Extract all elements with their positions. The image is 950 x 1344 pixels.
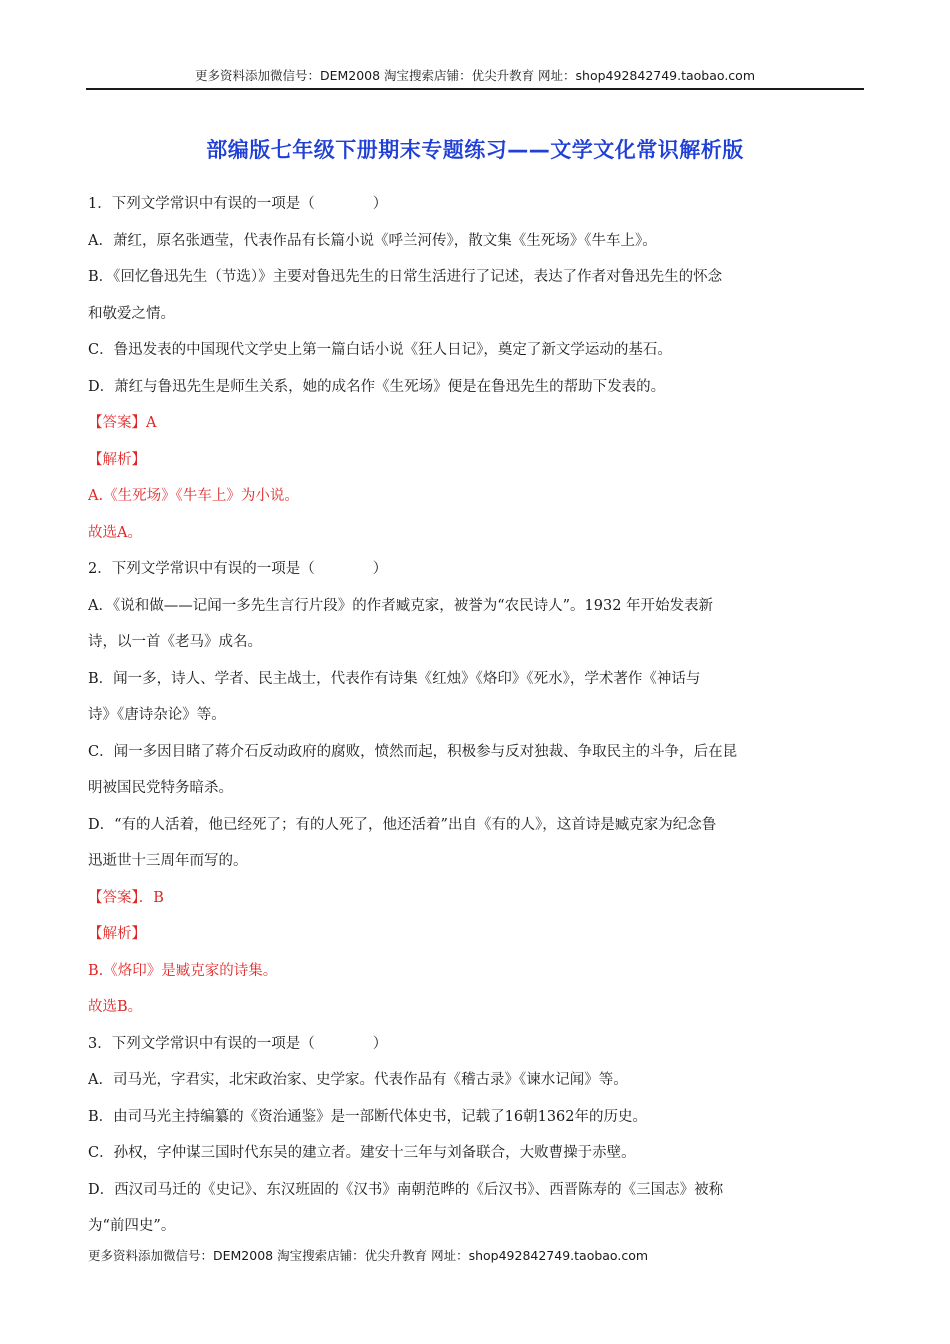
answer-line: 故选A。 (88, 524, 142, 541)
page-footer (88, 1246, 648, 1264)
text-line: C．闻一多因目睹了蒋介石反动政府的腐败，愤然而起，积极参与反对独裁、争取民主的斗争，后在昆 (88, 743, 738, 760)
text-line: B．由司马光主持编纂的《资治通鉴》是一部断代体史书，记载了16朝1362年的历史。 (88, 1108, 648, 1125)
text-line: A．萧红，原名张迺莹，代表作品有长篇小说《呼兰河传》，散文集《生死场》《牛车上》。 (88, 232, 657, 249)
answer-line: 【答案】．B (88, 889, 164, 906)
answer-line: 【解析】 (88, 451, 146, 468)
text-line: D．萧红与鲁迅先生是师生关系，她的成名作《生死场》便是在鲁迅先生的帮助下发表的。 (88, 378, 666, 395)
text-line: B．闻一多，诗人、学者、民主战士，代表作有诗集《红烛》《烙印》《死水》，学术著作《神话与 (88, 670, 701, 687)
text-line: 明被国民党特务暗杀。 (88, 780, 233, 796)
text-line: 和敬爱之情。 (88, 305, 175, 322)
text-line: B．《回忆鲁迅先生（节选）》主要对鲁迅先生的日常生活进行了记述，表达了作者对鲁迅先生的怀念 (88, 269, 723, 285)
answer-line: A.《生死场》《牛车上》为小说。 (88, 488, 299, 504)
footer-text: 更多资料添加微信号：DEM2008 淘宝搜索店铺：优尖升教育 网址：shop492842749.taobao.com (88, 1248, 649, 1263)
text-line: 3．下列文学常识中有误的一项是（ ） (88, 1035, 388, 1052)
header-text: 更多资料添加微信号：DEM2008 淘宝搜索店铺：优尖升教育 网址：shop492842749.taobao.com (194, 68, 756, 83)
text-line: D．“有的人活着，他已经死了；有的人死了，他还活着”出自《有的人》，这首诗是臧克家为纪念鲁 (88, 816, 717, 833)
answer-line: 故选B。 (88, 999, 143, 1015)
answer-line: B.《烙印》是臧克家的诗集。 (88, 962, 278, 979)
text-line: 2．下列文学常识中有误的一项是（ ） (88, 561, 388, 577)
text-line: A．《说和做——记闻一多先生言行片段》的作者臧克家，被誉为“农民诗人”。1932 年开始发表新 (88, 597, 714, 614)
answer-line: 【答案】A (88, 415, 157, 431)
text-line: 诗》《唐诗杂论》等。 (88, 707, 226, 723)
text-line: 1．下列文学常识中有误的一项是（ ） (88, 196, 388, 212)
text-line: 为“前四史”。 (88, 1218, 176, 1234)
text-line: C．孙权，字仲谋三国时代东吴的建立者。建安十三年与刘备联合，大败曹操于赤壁。 (88, 1145, 636, 1161)
answer-line: 【解析】 (88, 926, 146, 942)
document-title: 部编版七年级下册期末专题练习——文学文化常识解析版 (206, 138, 744, 162)
document-body (88, 186, 864, 1245)
page-header (86, 66, 864, 90)
text-line: A．司马光，字君实，北宋政治家、史学家。代表作品有《稽古录》《谏水记闻》等。 (88, 1072, 628, 1088)
text-line: 诗，以一首《老马》成名。 (88, 634, 262, 650)
text-line: 迅逝世十三周年而写的。 (88, 853, 248, 869)
text-line: D．西汉司马迁的《史记》、东汉班固的《汉书》南朝范晔的《后汉书》、西晋陈寿的《三国志》被称 (88, 1181, 724, 1198)
text-line: C．鲁迅发表的中国现代文学史上第一篇白话小说《狂人日记》，奠定了新文学运动的基石。 (88, 342, 672, 358)
